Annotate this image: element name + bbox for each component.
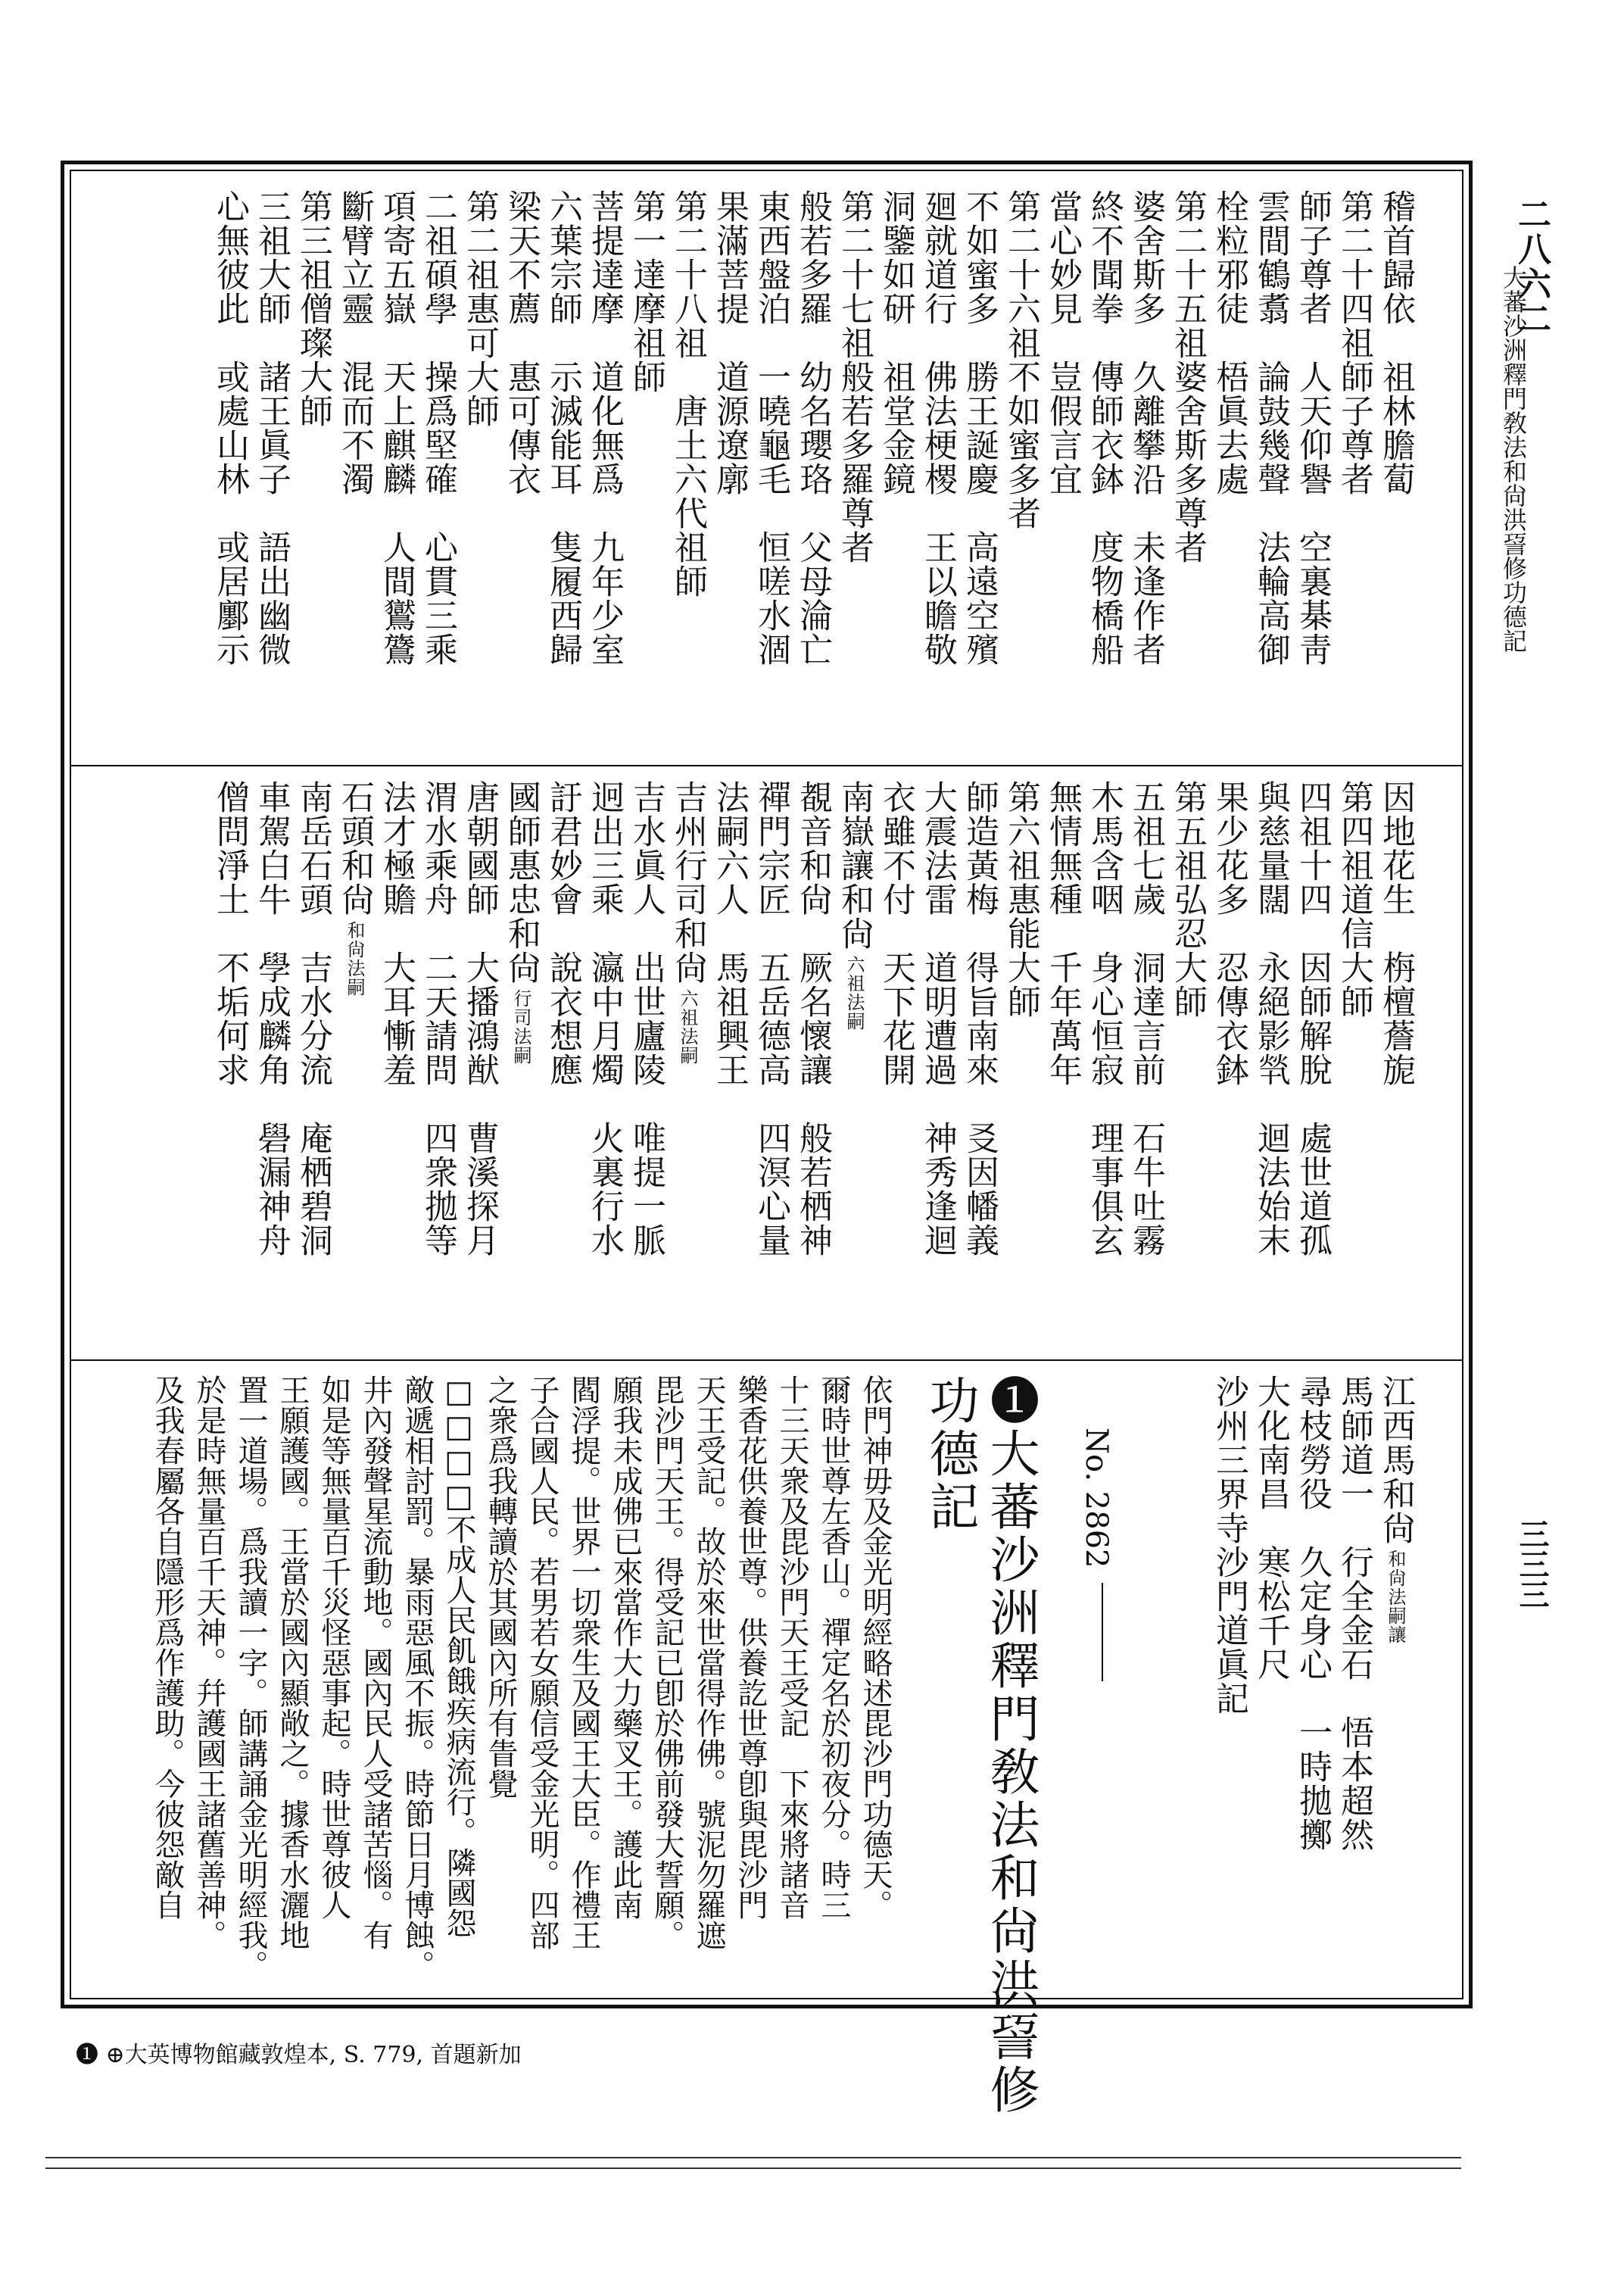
column-text: 渭水乘舟 二天請問 四衆拋等	[419, 780, 457, 1257]
column-text: 雲間鶴翥 論鼓幾聲 法輪高御	[1252, 189, 1290, 666]
page-number-top: 二八六二	[1512, 197, 1551, 336]
text-column	[502, 780, 540, 1065]
text-column	[210, 780, 248, 1087]
column-text: 栓粒邪徒 梧眞去處	[1210, 189, 1248, 496]
column-text: 之衆爲我轉讀於其國內所有眚覺	[483, 1375, 518, 1799]
text-column	[419, 780, 457, 1257]
interlinear-note: 六祖法嗣	[677, 989, 698, 1065]
text-column	[1376, 780, 1414, 1087]
column-text: 吉州行司和尙	[669, 780, 707, 985]
column-text: 終不聞拳 傳師衣鉢 度物橋船	[1085, 189, 1124, 666]
column-text: 毘沙門天王。得受記已卽於佛前發大誓願。	[650, 1375, 684, 1950]
interlinear-note: 和尙法嗣讓	[1385, 1550, 1406, 1644]
text-column	[544, 780, 581, 1087]
column-text: 禪門宗匠 五岳德高 四溟心量	[752, 780, 790, 1257]
text-column	[1210, 1375, 1248, 1715]
text-column	[441, 1375, 476, 1938]
text-column	[1335, 780, 1373, 1019]
text-column	[502, 189, 540, 496]
text-column	[210, 189, 248, 666]
column-text: 南嶽讓和尙	[835, 780, 874, 950]
text-column	[877, 780, 915, 1087]
text-column	[733, 1375, 768, 1920]
column-text: 第四祖道信大師	[1335, 780, 1373, 1019]
text-column	[1376, 189, 1414, 496]
column-text: 衣雖不付 天下花開	[877, 780, 915, 1087]
text-column	[960, 780, 998, 1257]
column-text: 置一道場。爲我讀一字。師講誦金光明經我。	[233, 1375, 268, 1980]
text-column	[1043, 189, 1081, 496]
text-column	[335, 189, 373, 496]
column-text: 第二十七祖般若多羅尊者	[835, 189, 874, 564]
text-column	[233, 1375, 268, 1980]
interlinear-note: 六祖法嗣	[843, 955, 865, 1031]
footnote: ❶ ⊕大英博物館藏敦煌本, S. 779, 首題新加	[76, 2042, 522, 2068]
text-column	[1293, 189, 1331, 666]
section-divider-1	[70, 765, 1463, 766]
text-column	[1127, 189, 1164, 666]
column-text: 果滿菩提 道源遼廓	[710, 189, 749, 496]
column-text: 第二十六祖不如蜜多者	[1002, 189, 1040, 530]
column-text: 江西馬和尙	[1376, 1375, 1415, 1545]
column-text: 二祖碩學 操爲堅確 心貫三乘	[419, 189, 457, 666]
column-text: 斷臂立靈 混而不濁	[335, 189, 374, 496]
text-column	[752, 189, 790, 666]
column-text: 於是時無量百千天神。幷護國王諸舊善神。	[192, 1375, 226, 1950]
column-text: 第六祖惠能大師	[1002, 780, 1040, 1019]
column-text: □□□□不成人民飢餓疾病流行。隣國怨	[441, 1375, 476, 1938]
column-text: 師造黃梅 得旨南來 㕛因幡義	[960, 780, 999, 1257]
interlinear-note: 行司法嗣	[510, 989, 531, 1065]
text-column	[816, 1375, 851, 1920]
text-column	[918, 189, 956, 666]
column-text: 洞鑒如研 祖堂金鏡	[877, 189, 915, 496]
text-column	[1085, 189, 1123, 666]
column-text: 當心妙見 豈假言宜	[1043, 189, 1082, 496]
column-text: 訏君妙會 說衣想應	[544, 780, 582, 1087]
text-column	[294, 780, 332, 1257]
column-text: 子合國人民。若男若女願信受金光明。四部	[525, 1375, 560, 1950]
text-column	[858, 1375, 893, 1920]
text-column	[1168, 780, 1206, 1019]
column-text: 閻浮提。世界一切衆生及國王大臣。作禮王	[566, 1375, 601, 1950]
column-text: 吉水眞人 出世廬陵 唯提一脈	[627, 780, 665, 1257]
column-text: 木馬含咽 身心恒寂 理事俱玄	[1085, 780, 1124, 1257]
column-text: 第五祖弘忍大師	[1168, 780, 1207, 1019]
text-column	[1335, 1375, 1373, 1852]
text-column	[1002, 780, 1040, 1019]
column-text: 梁天不薦 惠可傳衣	[502, 189, 541, 496]
column-text: 般若多羅 幼名瓔珞 父母淪亡	[793, 189, 832, 666]
column-text: 五祖七歲 洞達言前 石牛吐霧	[1127, 780, 1165, 1257]
column-text: 心無彼此 或處山林 或居鄽示	[210, 189, 249, 666]
text-column	[627, 189, 665, 394]
interlinear-note: 和尙法嗣	[344, 921, 365, 997]
text-column	[793, 189, 831, 666]
text-column	[922, 1375, 977, 1534]
column-text: 與慈量闊 永絕影㷀 迴法始末	[1252, 780, 1290, 1257]
column-text: 迥出三乘 瀛中月燭 火裏行水	[585, 780, 624, 1257]
text-column	[1293, 1375, 1331, 1852]
text-column	[252, 780, 290, 1257]
text-column	[358, 1375, 393, 1950]
text-column	[192, 1375, 226, 1950]
text-column	[669, 780, 706, 1065]
column-text: 第三祖僧璨大師	[294, 189, 332, 428]
text-column	[150, 1375, 185, 1920]
column-text: 法嗣六人 馬祖興王	[710, 780, 749, 1087]
text-column	[835, 189, 873, 564]
column-text: 廻就道行 佛法梗㮨 王以瞻敬	[918, 189, 957, 666]
text-column	[585, 780, 623, 1257]
text-column	[710, 189, 748, 496]
column-text: 馬師道一 行全金石 悟本超然	[1335, 1375, 1373, 1852]
text-column	[669, 189, 706, 598]
column-text: 第二十四祖師子尊者	[1335, 189, 1373, 496]
column-text: 爾時世尊左香山。禪定名於初夜分。時三	[816, 1375, 851, 1920]
text-column	[377, 780, 415, 1087]
column-text: 婆舍斯多 久離攀沿 未逢作者	[1127, 189, 1165, 666]
column-text: 大震法雷 道明遭過 神秀逢迴	[918, 780, 957, 1257]
text-column	[316, 1375, 351, 1920]
column-text: ❶大蕃沙洲釋門敎法和尙洪䛒修	[981, 1375, 1040, 2117]
text-column	[566, 1375, 601, 1950]
text-column	[981, 1375, 1040, 2117]
column-text: 唐朝國師 大播鴻猷 曹溪探月	[460, 780, 499, 1257]
column-text: 菩提達摩 道化無爲 九年少室	[585, 189, 624, 666]
column-text: 南岳石頭 吉水分流 庵栖碧洞	[294, 780, 332, 1257]
text-column	[1168, 189, 1206, 564]
column-text: 國師惠忠和尙	[502, 780, 541, 985]
section-divider-2	[70, 1359, 1463, 1361]
page-number-bottom: 三三三	[1514, 1518, 1550, 1609]
text-column	[650, 1375, 684, 1950]
text-column	[400, 1375, 435, 1980]
text-column	[252, 189, 290, 666]
text-column	[1335, 189, 1373, 496]
column-text: 大化南昌 寒松千尺	[1252, 1375, 1290, 1681]
text-column	[960, 189, 998, 666]
text-column	[1252, 1375, 1289, 1681]
text-column	[608, 1375, 643, 1920]
text-column	[460, 780, 498, 1257]
text-column	[1210, 780, 1248, 1087]
text-column	[460, 189, 498, 428]
text-column	[627, 780, 665, 1257]
column-text: 不如蜜多 勝王誕慶 高遠空殯	[960, 189, 999, 666]
column-text: 師子尊者 人天仰譽 空裏棊靑	[1293, 189, 1332, 666]
text-column	[335, 780, 373, 997]
text-column	[419, 189, 457, 666]
column-text: 樂香花供養世尊。供養訖世尊卽與毘沙門	[733, 1375, 768, 1920]
title-divider-line	[1102, 1583, 1103, 1681]
column-text: 稽首歸依 祖林膽蔔	[1376, 189, 1415, 496]
column-text: 第二祖惠可大師	[460, 189, 499, 428]
column-text: 因地花生 栴檀薝旎	[1376, 780, 1415, 1087]
column-text: 尋枝勞役 久定身心 一時拋擲	[1293, 1375, 1332, 1852]
text-column	[1210, 189, 1248, 496]
column-text: 沙州三界寺沙門道眞記	[1210, 1375, 1248, 1715]
text-column	[525, 1375, 560, 1950]
text-column	[1252, 189, 1289, 666]
text-column	[294, 189, 332, 428]
bottom-rule	[45, 2157, 1461, 2158]
text-column	[377, 189, 415, 666]
text-column	[710, 780, 748, 1087]
column-text: 六葉宗師 示滅能耳 隻履西歸	[544, 189, 582, 666]
text-column	[1293, 780, 1331, 1257]
column-text: 願我未成佛已來當作大力藥叉王。護此南	[608, 1375, 643, 1920]
text-column	[1127, 780, 1164, 1257]
text-column	[1085, 780, 1123, 1257]
column-text: 第二十八祖 唐土六代祖師	[669, 189, 707, 598]
column-text: 法才極贍 大耳慚羞	[377, 780, 416, 1087]
column-text: 僧問淨土 不垢何求	[210, 780, 249, 1087]
column-text: 十三天衆及毘沙門天王受記 下來將諸音	[775, 1375, 809, 1920]
text-number: No. 2862	[1079, 1428, 1114, 1568]
bottom-rule	[45, 2167, 1461, 2169]
column-text: 無情無種 千年萬年	[1043, 780, 1082, 1087]
column-text: 依門神毋及金光明經略述毘沙門功德天。	[858, 1375, 893, 1920]
column-text: 四祖十四 因師解脫 處世道孤	[1293, 780, 1332, 1257]
column-text: 王願護國。王當於國內顯敞之。據香水灑地	[275, 1375, 310, 1950]
text-column	[918, 780, 956, 1257]
text-column	[1043, 780, 1081, 1087]
text-column	[1252, 780, 1289, 1257]
column-text: 第二十五祖婆舍斯多尊者	[1168, 189, 1207, 564]
column-text: 第一達摩祖師	[627, 189, 665, 394]
text-column	[691, 1375, 726, 1950]
column-text: 果少花多 忍傳衣鉢	[1210, 780, 1248, 1087]
column-text: 如是等無量百千災怪惡事起。時世尊彼人	[316, 1375, 351, 1920]
text-column	[275, 1375, 310, 1950]
column-text: 敵遞相討罰。暴雨惡風不振。時節日月博蝕。	[400, 1375, 435, 1980]
text-column	[877, 189, 915, 496]
column-text: 功德記	[921, 1375, 979, 1534]
text-column	[1002, 189, 1040, 530]
column-text: 石頭和尙	[335, 780, 374, 916]
text-column	[544, 189, 581, 666]
running-title: 大蕃沙洲釋門敎法和尙洪䛒修功德記	[1499, 265, 1528, 653]
column-text: 及我春屬各自隱形爲作護助。今彼怨敵自	[150, 1375, 185, 1920]
column-text: 項寄五嶽 天上麒麟 人間鸑鷟	[377, 189, 416, 666]
text-column	[1376, 1375, 1414, 1644]
text-column	[793, 780, 831, 1257]
text-column	[775, 1375, 809, 1920]
column-text: 井內發聲星流動地。國內民人受諸苦惱。有	[358, 1375, 393, 1950]
column-text: 東西盤泊 一曉龜毛 恒嗟水涸	[752, 189, 790, 666]
text-column	[585, 189, 623, 666]
column-text: 天王受記。故於來世當得作佛。號泥勿羅遮	[691, 1375, 726, 1950]
text-column	[752, 780, 790, 1257]
column-text: 覩音和尙 厥名懷讓 般若栖神	[793, 780, 832, 1257]
text-column	[835, 780, 873, 1031]
column-text: 車駕白牛 學成麟角 礐漏神舟	[252, 780, 291, 1257]
column-text: 三祖大師 諸王眞子 語出幽微	[252, 189, 291, 666]
text-column	[483, 1375, 518, 1799]
